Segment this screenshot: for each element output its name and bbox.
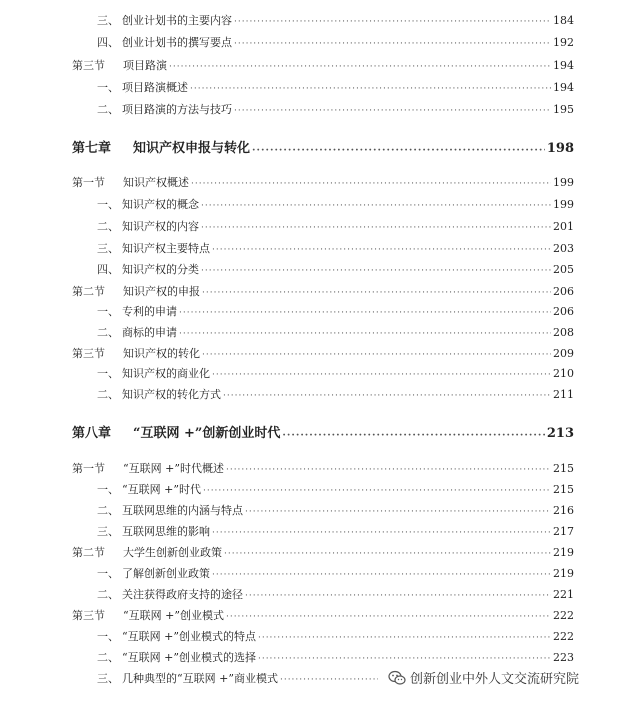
- page-number: 219: [553, 567, 574, 580]
- entry-number: 第一节: [72, 176, 105, 189]
- entry-number: 三、: [97, 14, 119, 27]
- entry-number: 二、: [97, 220, 119, 233]
- section-entry: [0, 462, 629, 476]
- toc-entry: [0, 367, 629, 381]
- entry-number: 三、: [97, 672, 119, 685]
- dot-leader: [202, 287, 551, 299]
- dot-leader: [226, 464, 551, 476]
- page-number: 221: [553, 588, 574, 601]
- page-number: 215: [553, 483, 574, 496]
- page-number: 223: [553, 651, 574, 664]
- page-number: 222: [553, 630, 574, 643]
- entry-title: “互联网 +”创业模式的特点: [122, 630, 256, 643]
- entry-title: 知识产权的转化: [123, 347, 200, 360]
- entry-title: 几种典型的“互联网 +”商业模式: [122, 672, 278, 685]
- toc-entry: [0, 504, 629, 518]
- page-number: 199: [553, 176, 574, 189]
- dot-leader: [212, 369, 551, 381]
- toc-entry: [0, 103, 629, 117]
- entry-title: 知识产权的内容: [122, 220, 199, 233]
- entry-title: 知识产权的申报: [123, 285, 200, 298]
- dot-leader: [234, 38, 551, 50]
- entry-title: 专利的申请: [122, 305, 177, 318]
- entry-title: “互联网 +”创业模式: [123, 609, 224, 622]
- toc-entry: [0, 525, 629, 539]
- dot-leader: [245, 590, 551, 602]
- dot-leader: [212, 244, 551, 256]
- entry-number: 二、: [97, 651, 119, 664]
- dot-leader: [179, 328, 551, 340]
- section-entry: [0, 546, 629, 560]
- page-number: 210: [553, 367, 574, 380]
- dot-leader: [258, 653, 551, 665]
- entry-title: 创业计划书的撰写要点: [122, 36, 232, 49]
- toc-entry: [0, 220, 629, 234]
- toc-entry: [0, 567, 629, 581]
- entry-number: 三、: [97, 242, 119, 255]
- toc-entry: [0, 198, 629, 212]
- dot-leader: [191, 178, 551, 190]
- dot-leader: [190, 83, 551, 95]
- dot-leader: [212, 527, 551, 539]
- entry-title: 知识产权主要特点: [122, 242, 210, 255]
- entry-title: 互联网思维的影响: [122, 525, 210, 538]
- wechat-icon: [388, 670, 406, 686]
- entry-title: “互联网 +”创新创业时代: [133, 426, 281, 441]
- entry-number: 一、: [97, 198, 119, 211]
- dot-leader: [234, 16, 551, 28]
- page-number: 198: [546, 141, 574, 156]
- page-number: 217: [553, 525, 574, 538]
- section-entry: [0, 59, 629, 73]
- entry-number: 四、: [97, 263, 119, 276]
- entry-number: 一、: [97, 81, 119, 94]
- toc-entry: [0, 81, 629, 95]
- entry-number: 四、: [97, 36, 119, 49]
- entry-title: 互联网思维的内涵与特点: [122, 504, 243, 517]
- entry-title: 知识产权的转化方式: [122, 388, 221, 401]
- entry-title: 项目路演的方法与技巧: [122, 103, 232, 116]
- dot-leader: [223, 390, 551, 402]
- dot-leader: [201, 200, 551, 212]
- entry-title: 了解创新创业政策: [122, 567, 210, 580]
- entry-number: 一、: [97, 630, 119, 643]
- entry-number: 第一节: [72, 462, 105, 475]
- toc-entry: [0, 263, 629, 277]
- entry-number: 第三节: [72, 59, 105, 72]
- entry-title: 项目路演: [123, 59, 167, 72]
- dot-leader: [212, 569, 551, 581]
- toc-entry: [0, 36, 629, 50]
- page-number: 205: [553, 263, 574, 276]
- entry-title: 创业计划书的主要内容: [122, 14, 232, 27]
- entry-title: “互联网 +”创业模式的选择: [122, 651, 256, 664]
- entry-number: 第三节: [72, 609, 105, 622]
- entry-number: 二、: [97, 103, 119, 116]
- dot-leader: [169, 61, 551, 73]
- entry-number: 一、: [97, 305, 119, 318]
- dot-leader: [179, 307, 551, 319]
- entry-number: 第三节: [72, 347, 105, 360]
- toc-entry: [0, 305, 629, 319]
- page-number: 209: [553, 347, 574, 360]
- dot-leader: [258, 632, 551, 644]
- entry-number: 二、: [97, 388, 119, 401]
- page-number: 216: [553, 504, 574, 517]
- entry-number: 第二节: [72, 285, 105, 298]
- entry-number: 三、: [97, 525, 119, 538]
- page-number: 199: [553, 198, 574, 211]
- entry-number: 二、: [97, 504, 119, 517]
- entry-number: 第二节: [72, 546, 105, 559]
- dot-leader: [226, 611, 551, 623]
- page-number: 206: [553, 285, 574, 298]
- page-number: 195: [553, 103, 574, 116]
- entry-title: “互联网 +”时代: [122, 483, 201, 496]
- entry-title: 知识产权的商业化: [122, 367, 210, 380]
- section-entry: [0, 609, 629, 623]
- page-number: 203: [553, 242, 574, 255]
- section-entry: [0, 285, 629, 299]
- page-number: 222: [553, 609, 574, 622]
- toc-entry: [0, 672, 380, 686]
- dot-leader: [201, 222, 551, 234]
- entry-title: “互联网 +”时代概述: [123, 462, 224, 475]
- dot-leader: [224, 548, 551, 560]
- page-number: 192: [553, 36, 574, 49]
- watermark-text: 创新创业中外人文交流研究院: [410, 672, 580, 687]
- page-number: 194: [553, 59, 574, 72]
- entry-title: 知识产权申报与转化: [133, 141, 251, 156]
- toc-entry: [0, 630, 629, 644]
- page-number: 211: [553, 388, 574, 401]
- section-entry: [0, 176, 629, 190]
- entry-title: 知识产权的概念: [122, 198, 199, 211]
- entry-title: 知识产权的分类: [122, 263, 199, 276]
- page-number: 208: [553, 326, 574, 339]
- toc-entry: [0, 588, 629, 602]
- toc-entry: [0, 14, 629, 28]
- page-number: 215: [553, 462, 574, 475]
- toc-entry: [0, 326, 629, 340]
- dot-leader: [245, 506, 551, 518]
- dot-leader: [234, 105, 551, 117]
- entry-number: 第八章: [72, 426, 112, 441]
- watermark: [388, 668, 579, 687]
- entry-title: 商标的申请: [122, 326, 177, 339]
- entry-number: 一、: [97, 567, 119, 580]
- chapter-entry: [0, 426, 629, 442]
- page-number: 184: [553, 14, 574, 27]
- dot-leader: [202, 349, 551, 361]
- page-number: 194: [553, 81, 574, 94]
- entry-number: 二、: [97, 588, 119, 601]
- entry-title: 大学生创新创业政策: [123, 546, 222, 559]
- entry-title: 关注获得政府支持的途径: [122, 588, 243, 601]
- entry-title: 知识产权概述: [123, 176, 189, 189]
- dot-leader: [201, 265, 551, 277]
- entry-number: 第七章: [72, 141, 112, 156]
- dot-leader: [252, 145, 545, 157]
- entry-number: 二、: [97, 326, 119, 339]
- dot-leader: [280, 674, 378, 686]
- toc-entry: [0, 483, 629, 497]
- entry-number: 一、: [97, 367, 119, 380]
- dot-leader: [203, 485, 551, 497]
- dot-leader: [282, 430, 544, 442]
- toc-entry: [0, 242, 629, 256]
- entry-number: 一、: [97, 483, 119, 496]
- section-entry: [0, 347, 629, 361]
- page-number: 213: [546, 426, 574, 441]
- page-number: 219: [553, 546, 574, 559]
- page-number: 201: [553, 220, 574, 233]
- page-number: 206: [553, 305, 574, 318]
- toc-entry: [0, 651, 629, 665]
- chapter-entry: [0, 141, 629, 157]
- toc-entry: [0, 388, 629, 402]
- entry-title: 项目路演概述: [122, 81, 188, 94]
